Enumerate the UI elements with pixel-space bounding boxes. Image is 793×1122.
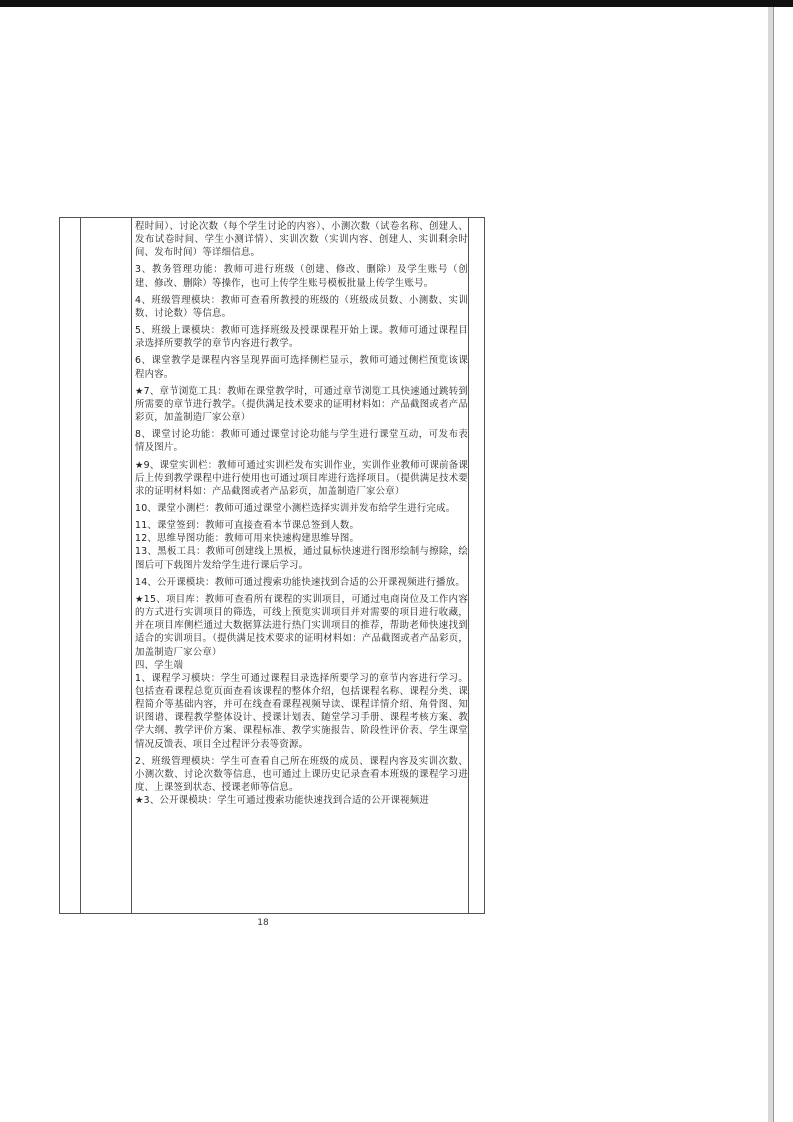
table-column-divider — [468, 217, 469, 914]
paragraph: 8、课堂讨论功能：教师可通过课堂讨论功能与学生进行课堂互动，可发布表情及图片。 — [135, 429, 468, 454]
paragraph: 14、公开课模块：教师可通过搜索功能快速找到合适的公开课视频进行播放。 — [135, 576, 466, 588]
paragraph: 2、班级管理模块：学生可查看自己所在班级的成员、课程内容及实训次数、小测次数、讨论次数等信息，也可通过上课历史记录查看本班级的课程学习进度、上课签到状态、授课老师等信息。 — [135, 755, 468, 794]
section-heading: 四、学生端 — [135, 659, 184, 671]
paragraph: 3、教务管理功能：教师可进行班级（创建、修改、删除）及学生账号（创建、修改、删除）等操作，也可上传学生账号模板批量上传学生账号。 — [135, 264, 468, 289]
paragraph: 5、班级上课模块：教师可选择班级及授课课程开始上课。教师可通过课程目录选择所要教学的章节内容进行教学。 — [135, 325, 468, 350]
paragraph: 10、课堂小测栏：教师可通过课堂小测栏选择实训并发布给学生进行完成。 — [135, 502, 456, 514]
table-column-divider — [80, 217, 81, 914]
page-number: 18 — [257, 918, 269, 928]
paragraph: 11、课堂签到：教师可直接查看本节课总签到人数。 — [135, 520, 360, 532]
paragraph: ★9、课堂实训栏：教师可通过实训栏发布实训作业，实训作业教师可课前备课后上传到教学课程中进行使用也可通过项目库进行选择项目。（提供满足技术要求的证明材料如：产品截图或者产品彩页，加盖制造厂家公章） — [135, 459, 468, 497]
paragraph: ★15、项目库：教师可查看所有课程的实训项目，可通过电商岗位及工作内容的方式进行实训项目的筛选，可线上预览实训项目并对需要的项目进行收藏，并在项目库侧栏通过大数据算法进行热门实训项目的推荐，帮助老师快速找到适合的实训项目。（提供满足技术要求的证明材料如：产品截图或者产品彩页，加盖制造厂家公章） — [135, 593, 468, 658]
paragraph: 12、思维导图功能：教师可用来快速构建思维导图。 — [135, 533, 360, 545]
table-border-right — [484, 217, 485, 914]
paragraph: ★3、公开课模块：学生可通过搜索功能快速找到合适的公开课视频进 — [135, 795, 429, 807]
paragraph: 6、课堂教学是课程内容呈现界面可选择侧栏显示，教师可通过侧栏预览该课程内容。 — [135, 355, 468, 380]
paragraph: 13、黑板工具：教师可创建线上黑板，通过鼠标快速进行图形绘制与擦除，绘图后可下载图片发给学生进行课后学习。 — [135, 546, 468, 571]
paragraph: 1、课程学习模块：学生可通过课程目录选择所要学习的章节内容进行学习。包括查看课程总览页面查看该课程的整体介绍，包括课程名称、课程分类、课程简介等基础内容，并可在线查看课程视频导读、课程详情介绍、角骨图、知识图谱、课程教学整体设计、授课计划表、随堂学习手册、课程考核方案、教学大纲、教学评价方案、课程标准、教学实施报告、阶段性评价表、学生课堂情况反馈表、项目全过程评分表等资源。 — [135, 672, 468, 750]
table-column-divider — [131, 217, 132, 914]
paragraph: 4、班级管理模块：教师可查看所教授的班级的（班级成员数、小测数、实训数、讨论数）等信息。 — [135, 294, 468, 319]
table-border-left — [59, 217, 60, 914]
paragraph: 程时间）、讨论次数（每个学生讨论的内容）、小测次数（试卷名称、创建人、发布试卷时间、学生小测详情）、实训次数（实训内容、创建人、实训剩余时间、发布时间）等详细信息。 — [135, 221, 468, 259]
table-border-top — [59, 217, 485, 218]
scan-top-border — [0, 0, 793, 7]
spec-text-cell — [135, 220, 468, 807]
paragraph: ★7、章节浏览工具：教师在课堂教学时，可通过章节浏览工具快速通过跳转到所需要的章节进行教学。（提供满足技术要求的证明材料如：产品截图或者产品彩页，加盖制造厂家公章） — [135, 385, 468, 424]
scan-right-edge-line — [773, 7, 774, 1122]
table-border-bottom — [59, 913, 485, 914]
